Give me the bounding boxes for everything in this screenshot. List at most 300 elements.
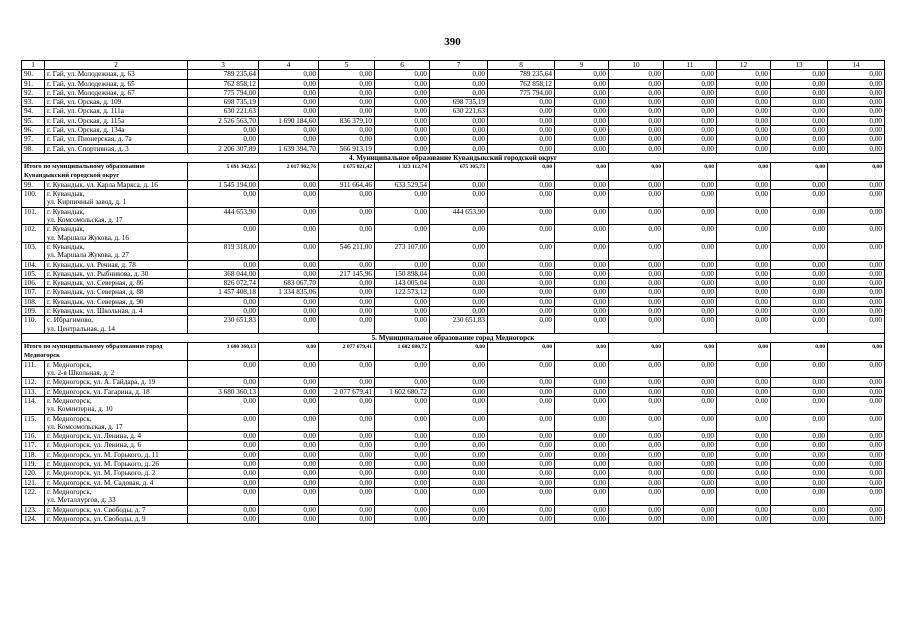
value-cell: 0,00 [828, 126, 885, 135]
value-cell: 0,00 [488, 316, 555, 334]
value-cell: 0,00 [664, 190, 717, 208]
address-line: ул. Металлургов, д. 33 [47, 496, 116, 505]
value-cell: 0,00 [555, 316, 609, 334]
value-cell: 230 651,83 [188, 316, 259, 334]
value-cell: 143 005,04 [375, 279, 430, 288]
value-cell: 789 235,64 [488, 70, 555, 79]
value-cell: 0,00 [555, 269, 609, 278]
value-cell: 0,00 [188, 307, 259, 316]
value-cell: 0,00 [488, 180, 555, 189]
value-cell: 0,00 [717, 98, 771, 107]
value-cell: 0,00 [555, 469, 609, 478]
value-cell: 0,00 [319, 360, 375, 378]
table-row [22, 70, 885, 79]
address-line: г. Медногорск, [47, 414, 92, 423]
column-number-cell: 1 [22, 61, 45, 70]
address-cell [45, 378, 188, 387]
value-cell: 0,00 [771, 260, 828, 269]
value-cell: 0,00 [609, 487, 664, 505]
value-cell: 0,00 [488, 279, 555, 288]
value-cell: 0,00 [375, 207, 430, 225]
value-cell: 0,00 [717, 414, 771, 432]
value-cell: 0,00 [717, 70, 771, 79]
value-cell: 0,00 [188, 469, 259, 478]
value-cell: 0,00 [430, 360, 488, 378]
value-cell: 0,00 [430, 269, 488, 278]
subtotal-value-cell: 0,00 [555, 343, 609, 361]
row-number-cell: 92. [22, 88, 45, 97]
value-cell: 0,00 [188, 414, 259, 432]
column-number-cell: 8 [488, 61, 555, 70]
value-cell: 0,00 [259, 135, 319, 144]
address-line: г. Медногорск, ул. М. Горького, д. 2 [47, 469, 156, 478]
value-cell: 0,00 [664, 116, 717, 125]
table-row [22, 297, 885, 306]
address-line: г. Кувандык, ул. Рыбникова, д. 30 [47, 269, 149, 278]
row-number-cell: 119. [22, 460, 45, 469]
value-cell: 0,00 [717, 478, 771, 487]
table-row [22, 514, 885, 523]
address-line: ул. Центральная, д. 14 [47, 324, 116, 333]
address-cell [45, 360, 188, 378]
address-cell [45, 279, 188, 288]
value-cell: 0,00 [555, 505, 609, 514]
value-cell: 0,00 [259, 70, 319, 79]
value-cell: 698 735,19 [188, 98, 259, 107]
column-number-row [22, 61, 885, 70]
value-cell: 0,00 [375, 505, 430, 514]
value-cell: 0,00 [488, 432, 555, 441]
address-line: г. Кувандык, ул. Северная, д. 90 [47, 297, 144, 306]
address-cell [45, 98, 188, 107]
value-cell: 1 639 394,70 [259, 144, 319, 153]
value-cell: 0,00 [319, 126, 375, 135]
value-cell: 0,00 [717, 107, 771, 116]
value-cell: 0,00 [771, 70, 828, 79]
value-cell: 0,00 [188, 126, 259, 135]
value-cell: 1 690 184,60 [259, 116, 319, 125]
value-cell: 0,00 [319, 396, 375, 414]
value-cell: 0,00 [717, 180, 771, 189]
value-cell: 0,00 [319, 469, 375, 478]
value-cell: 0,00 [259, 107, 319, 116]
value-cell: 0,00 [375, 107, 430, 116]
value-cell: 633 529,54 [375, 180, 430, 189]
value-cell: 0,00 [609, 88, 664, 97]
value-cell: 0,00 [771, 414, 828, 432]
value-cell: 0,00 [717, 126, 771, 135]
value-cell: 0,00 [664, 207, 717, 225]
value-cell: 0,00 [828, 460, 885, 469]
value-cell: 836 379,10 [319, 116, 375, 125]
address-line: г. Гай, ул. Орская, д. 115а [47, 116, 125, 125]
address-cell [45, 469, 188, 478]
value-cell: 0,00 [319, 279, 375, 288]
address-cell [45, 126, 188, 135]
value-cell: 0,00 [609, 414, 664, 432]
value-cell: 0,00 [717, 396, 771, 414]
subtotal-value-cell: 675 305,73 [430, 163, 488, 181]
value-cell: 0,00 [828, 387, 885, 396]
subtotal-value-cell: 0,00 [717, 163, 771, 181]
value-cell: 0,00 [319, 297, 375, 306]
subtotal-value-cell: 0,00 [488, 163, 555, 181]
value-cell: 0,00 [828, 207, 885, 225]
value-cell: 0,00 [555, 432, 609, 441]
address-line: г. Гай, ул. Орская, д. 111а [47, 107, 124, 116]
value-cell: 0,00 [609, 225, 664, 243]
row-number-cell: 111. [22, 360, 45, 378]
column-number-cell: 13 [771, 61, 828, 70]
table-row [22, 450, 885, 459]
table-row [22, 378, 885, 387]
value-cell: 0,00 [259, 242, 319, 260]
value-cell: 0,00 [609, 450, 664, 459]
address-cell [45, 307, 188, 316]
value-cell: 0,00 [259, 316, 319, 334]
value-cell: 150 898,04 [375, 269, 430, 278]
value-cell: 0,00 [375, 190, 430, 208]
value-cell: 0,00 [609, 297, 664, 306]
address-cell [45, 387, 188, 396]
value-cell: 1 334 835,06 [259, 288, 319, 297]
value-cell: 0,00 [771, 514, 828, 523]
table-row [22, 279, 885, 288]
value-cell: 0,00 [609, 514, 664, 523]
value-cell: 0,00 [259, 207, 319, 225]
value-cell: 230 651,83 [430, 316, 488, 334]
value-cell: 0,00 [717, 260, 771, 269]
value-cell: 0,00 [609, 207, 664, 225]
value-cell: 0,00 [828, 98, 885, 107]
value-cell: 0,00 [488, 441, 555, 450]
value-cell: 0,00 [188, 378, 259, 387]
value-cell: 0,00 [259, 88, 319, 97]
value-cell: 0,00 [188, 460, 259, 469]
value-cell: 0,00 [259, 126, 319, 135]
value-cell: 0,00 [319, 460, 375, 469]
address-cell [45, 260, 188, 269]
value-cell: 0,00 [319, 478, 375, 487]
value-cell: 0,00 [319, 79, 375, 88]
value-cell: 0,00 [430, 450, 488, 459]
value-cell: 0,00 [555, 242, 609, 260]
value-cell: 0,00 [555, 98, 609, 107]
value-cell: 0,00 [319, 260, 375, 269]
table-row [22, 478, 885, 487]
value-cell: 444 653,90 [430, 207, 488, 225]
subtotal-value-cell: 0,00 [430, 343, 488, 361]
row-number-cell: 118. [22, 450, 45, 459]
table-row [22, 307, 885, 316]
value-cell: 0,00 [430, 88, 488, 97]
value-cell: 0,00 [375, 260, 430, 269]
value-cell: 0,00 [188, 478, 259, 487]
address-line: ул. Кирпичный завод, д. 1 [47, 198, 127, 207]
value-cell: 0,00 [828, 478, 885, 487]
value-cell: 0,00 [319, 441, 375, 450]
column-number-cell: 4 [259, 61, 319, 70]
value-cell: 0,00 [771, 269, 828, 278]
value-cell: 566 913,19 [319, 144, 375, 153]
value-cell: 0,00 [430, 135, 488, 144]
value-cell: 0,00 [555, 225, 609, 243]
column-number-cell: 10 [609, 61, 664, 70]
value-cell: 2 526 563,70 [188, 116, 259, 125]
value-cell: 0,00 [609, 116, 664, 125]
address-line: г. Медногорск, ул. Гагарина, д. 18 [47, 387, 150, 396]
value-cell: 0,00 [555, 460, 609, 469]
value-cell: 0,00 [319, 70, 375, 79]
subtotal-value-cell: 0,00 [664, 163, 717, 181]
address-line: г. Медногорск, ул. Свободы, д. 9 [47, 514, 146, 523]
value-cell: 0,00 [771, 107, 828, 116]
value-cell: 0,00 [259, 260, 319, 269]
address-cell [45, 316, 188, 334]
address-line: ул. Коминтерна, д. 10 [47, 405, 113, 414]
table-row [22, 260, 885, 269]
address-cell [45, 460, 188, 469]
table-row [22, 487, 885, 505]
value-cell: 0,00 [771, 88, 828, 97]
value-cell: 0,00 [664, 135, 717, 144]
value-cell: 0,00 [430, 307, 488, 316]
value-cell: 0,00 [188, 360, 259, 378]
value-cell: 0,00 [555, 70, 609, 79]
value-cell: 0,00 [259, 514, 319, 523]
value-cell: 0,00 [609, 505, 664, 514]
value-cell: 0,00 [555, 450, 609, 459]
value-cell: 0,00 [488, 505, 555, 514]
value-cell: 3 680 360,13 [188, 387, 259, 396]
value-cell: 0,00 [828, 88, 885, 97]
value-cell: 0,00 [771, 460, 828, 469]
value-cell: 0,00 [771, 180, 828, 189]
value-cell: 0,00 [319, 288, 375, 297]
value-cell: 0,00 [828, 180, 885, 189]
value-cell: 0,00 [717, 450, 771, 459]
table-row [22, 288, 885, 297]
value-cell: 0,00 [771, 505, 828, 514]
value-cell: 0,00 [771, 207, 828, 225]
table-row [22, 88, 885, 97]
value-cell: 0,00 [259, 505, 319, 514]
value-cell: 0,00 [375, 396, 430, 414]
table-row [22, 79, 885, 88]
value-cell: 0,00 [664, 126, 717, 135]
address-cell [45, 70, 188, 79]
value-cell: 0,00 [319, 135, 375, 144]
address-line: г. Медногорск, ул. Свободы, д. 7 [47, 505, 146, 514]
value-cell: 273 107,00 [375, 242, 430, 260]
value-cell: 0,00 [828, 135, 885, 144]
value-cell: 0,00 [259, 269, 319, 278]
value-cell: 0,00 [828, 225, 885, 243]
value-cell: 0,00 [488, 387, 555, 396]
value-cell: 0,00 [828, 487, 885, 505]
subtotal-row [22, 343, 885, 361]
value-cell: 0,00 [771, 396, 828, 414]
value-cell: 0,00 [319, 307, 375, 316]
value-cell: 0,00 [828, 260, 885, 269]
value-cell: 0,00 [375, 225, 430, 243]
subtotal-value-cell: 0,00 [771, 163, 828, 181]
value-cell: 0,00 [319, 107, 375, 116]
value-cell: 0,00 [555, 414, 609, 432]
value-cell: 0,00 [555, 190, 609, 208]
value-cell: 0,00 [259, 478, 319, 487]
value-cell: 0,00 [664, 316, 717, 334]
value-cell: 0,00 [717, 514, 771, 523]
value-cell: 444 653,90 [188, 207, 259, 225]
value-cell: 0,00 [828, 269, 885, 278]
value-cell: 0,00 [717, 487, 771, 505]
value-cell: 0,00 [717, 360, 771, 378]
address-cell [45, 180, 188, 189]
value-cell: 0,00 [319, 316, 375, 334]
address-cell [45, 441, 188, 450]
row-number-cell: 114. [22, 396, 45, 414]
value-cell: 0,00 [828, 378, 885, 387]
value-cell: 0,00 [828, 414, 885, 432]
value-cell: 0,00 [828, 469, 885, 478]
value-cell: 0,00 [771, 450, 828, 459]
value-cell: 630 221,63 [430, 107, 488, 116]
value-cell: 0,00 [828, 79, 885, 88]
value-cell: 775 794,00 [188, 88, 259, 97]
value-cell: 0,00 [717, 387, 771, 396]
value-cell: 0,00 [488, 269, 555, 278]
value-cell: 0,00 [771, 441, 828, 450]
value-cell: 0,00 [430, 378, 488, 387]
value-cell: 0,00 [375, 144, 430, 153]
value-cell: 0,00 [488, 288, 555, 297]
address-cell [45, 432, 188, 441]
address-cell [45, 487, 188, 505]
value-cell: 0,00 [771, 432, 828, 441]
value-cell: 0,00 [609, 360, 664, 378]
section-title: 4. Муниципальное образование Кувандыкский городской округ [22, 153, 885, 162]
value-cell: 0,00 [259, 225, 319, 243]
value-cell: 0,00 [319, 487, 375, 505]
table-row [22, 396, 885, 414]
value-cell: 0,00 [555, 387, 609, 396]
value-cell: 0,00 [430, 478, 488, 487]
value-cell: 0,00 [717, 225, 771, 243]
value-cell: 0,00 [555, 79, 609, 88]
table-row [22, 207, 885, 225]
value-cell: 0,00 [555, 396, 609, 414]
value-cell: 0,00 [664, 432, 717, 441]
address-cell [45, 190, 188, 208]
value-cell: 0,00 [555, 126, 609, 135]
value-cell: 0,00 [555, 487, 609, 505]
address-line: г. Медногорск, [47, 360, 92, 369]
subtotal-value-cell: 1 323 112,74 [375, 163, 430, 181]
table-row [22, 441, 885, 450]
value-cell: 368 044,00 [188, 269, 259, 278]
value-cell: 0,00 [430, 190, 488, 208]
subtotal-value-cell: 3 680 360,13 [188, 343, 259, 361]
value-cell: 0,00 [319, 98, 375, 107]
value-cell: 217 145,96 [319, 269, 375, 278]
value-cell: 2 077 679,41 [319, 387, 375, 396]
value-cell: 0,00 [609, 460, 664, 469]
value-cell: 0,00 [609, 135, 664, 144]
value-cell: 0,00 [771, 135, 828, 144]
value-cell: 0,00 [488, 360, 555, 378]
row-number-cell: 117. [22, 441, 45, 450]
value-cell: 0,00 [188, 135, 259, 144]
address-cell [45, 288, 188, 297]
value-cell: 0,00 [555, 135, 609, 144]
value-cell: 0,00 [664, 88, 717, 97]
address-line: г. Медногорск, ул. М. Горького, д. 11 [47, 450, 159, 459]
value-cell: 0,00 [488, 378, 555, 387]
value-cell: 0,00 [717, 135, 771, 144]
row-number-cell: 115. [22, 414, 45, 432]
value-cell: 0,00 [828, 432, 885, 441]
address-line: г. Кувандык, ул. Речная, д. 78 [47, 260, 136, 269]
address-line: г. Медногорск, ул. Ленина, д. 6 [47, 441, 142, 450]
value-cell: 0,00 [430, 387, 488, 396]
column-number-cell: 6 [375, 61, 430, 70]
value-cell: 0,00 [771, 387, 828, 396]
subtotal-value-cell: 5 691 342,65 [188, 163, 259, 181]
address-line: ул. Комсомольская, д. 17 [47, 216, 123, 225]
value-cell: 0,00 [771, 116, 828, 125]
address-line: г. Гай, ул. Молодежная, д. 65 [47, 79, 135, 88]
row-number-cell: 124. [22, 514, 45, 523]
address-cell [45, 514, 188, 523]
data-table [21, 60, 885, 524]
address-cell [45, 269, 188, 278]
value-cell: 0,00 [488, 144, 555, 153]
value-cell: 0,00 [319, 414, 375, 432]
value-cell: 1 545 194,00 [188, 180, 259, 189]
value-cell: 0,00 [259, 98, 319, 107]
value-cell: 0,00 [375, 360, 430, 378]
value-cell: 0,00 [430, 144, 488, 153]
value-cell: 0,00 [717, 116, 771, 125]
value-cell: 0,00 [488, 478, 555, 487]
value-cell: 0,00 [828, 514, 885, 523]
value-cell: 0,00 [609, 441, 664, 450]
value-cell: 0,00 [375, 316, 430, 334]
value-cell: 0,00 [771, 242, 828, 260]
row-number-cell: 103. [22, 242, 45, 260]
address-line: г. Гай, ул. Орская, д. 109 [47, 98, 122, 107]
column-number-cell: 14 [828, 61, 885, 70]
value-cell: 0,00 [319, 225, 375, 243]
value-cell: 0,00 [259, 307, 319, 316]
value-cell: 0,00 [609, 190, 664, 208]
value-cell: 0,00 [488, 469, 555, 478]
table-row [22, 360, 885, 378]
row-number-cell: 110. [22, 316, 45, 334]
value-cell: 0,00 [828, 288, 885, 297]
value-cell: 0,00 [609, 180, 664, 189]
value-cell: 0,00 [430, 279, 488, 288]
value-cell: 0,00 [188, 514, 259, 523]
value-cell: 0,00 [259, 360, 319, 378]
value-cell: 0,00 [664, 279, 717, 288]
row-number-cell: 105. [22, 269, 45, 278]
value-cell: 0,00 [828, 279, 885, 288]
value-cell: 0,00 [555, 279, 609, 288]
value-cell: 0,00 [188, 260, 259, 269]
value-cell: 0,00 [609, 396, 664, 414]
